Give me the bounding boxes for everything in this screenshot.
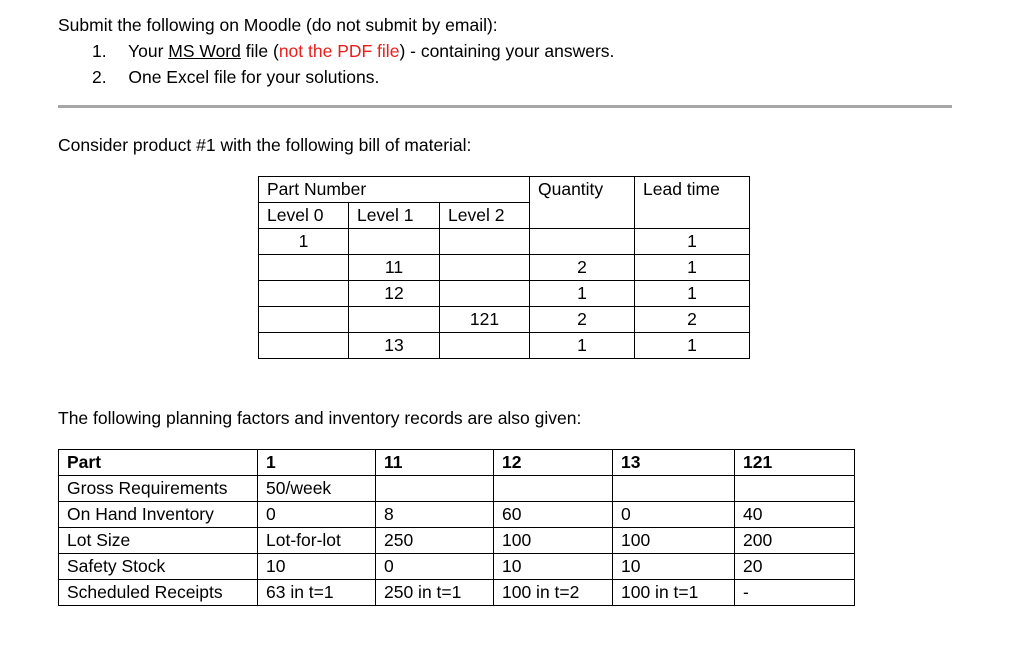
table-cell: 250 <box>376 528 494 554</box>
item-text: ) - containing your answers. <box>399 41 615 61</box>
table-cell: 0 <box>613 502 735 528</box>
row-label: On Hand Inventory <box>59 502 258 528</box>
quantity-cell: 2 <box>530 255 635 281</box>
table-cell: 0 <box>258 502 376 528</box>
bom-row <box>259 333 750 359</box>
item-text: One Excel file for your solutions. <box>128 67 380 87</box>
part-13-header: 13 <box>613 450 735 476</box>
item-number: 2. <box>92 67 107 87</box>
level2-cell <box>440 255 530 281</box>
item-number: 1. <box>92 41 107 61</box>
not-pdf-note: not the PDF file <box>278 41 400 61</box>
planning-intro: The following planning factors and inventory records are also given: <box>58 408 582 428</box>
level1-header: Level 1 <box>349 203 440 229</box>
table-cell: Lot-for-lot <box>258 528 376 554</box>
item-text: file ( <box>240 41 279 61</box>
safety-stock-row <box>59 554 855 580</box>
level2-cell <box>440 281 530 307</box>
part-11-header: 11 <box>376 450 494 476</box>
bom-table <box>258 176 750 359</box>
quantity-cell <box>530 229 635 255</box>
submission-item-1 <box>92 41 614 62</box>
gross-requirements-row <box>59 476 855 502</box>
quantity-cell: 1 <box>530 333 635 359</box>
level2-cell <box>440 229 530 255</box>
bom-row <box>259 281 750 307</box>
row-label: Gross Requirements <box>59 476 258 502</box>
table-cell: 100 <box>613 528 735 554</box>
table-cell: - <box>735 580 855 606</box>
lead-time-cell: 2 <box>635 307 750 333</box>
level1-cell: 12 <box>349 281 440 307</box>
level1-cell: 11 <box>349 255 440 281</box>
lead-time-cell: 1 <box>635 333 750 359</box>
lead-time-cell: 1 <box>635 229 750 255</box>
level0-header: Level 0 <box>259 203 349 229</box>
level1-cell <box>349 307 440 333</box>
table-cell: 200 <box>735 528 855 554</box>
quantity-header: Quantity <box>530 177 635 229</box>
level0-cell <box>259 307 349 333</box>
row-label: Scheduled Receipts <box>59 580 258 606</box>
quantity-cell: 2 <box>530 307 635 333</box>
bom-intro: Consider product #1 with the following bill of material: <box>58 135 472 155</box>
table-cell <box>735 476 855 502</box>
item-text: Your <box>128 41 169 61</box>
part-header: Part <box>59 450 258 476</box>
bom-row <box>259 255 750 281</box>
table-cell: 10 <box>258 554 376 580</box>
part-121-header: 121 <box>735 450 855 476</box>
level2-cell <box>440 333 530 359</box>
part-12-header: 12 <box>494 450 613 476</box>
lot-size-row <box>59 528 855 554</box>
table-cell: 10 <box>613 554 735 580</box>
lead-time-header: Lead time <box>635 177 750 229</box>
table-cell: 100 in t=1 <box>613 580 735 606</box>
level0-cell <box>259 255 349 281</box>
bom-row <box>259 307 750 333</box>
row-label: Lot Size <box>59 528 258 554</box>
quantity-cell: 1 <box>530 281 635 307</box>
submission-item-2 <box>92 67 379 88</box>
scheduled-receipts-row <box>59 580 855 606</box>
table-cell: 50/week <box>258 476 376 502</box>
level1-cell: 13 <box>349 333 440 359</box>
level0-cell: 1 <box>259 229 349 255</box>
table-cell: 100 <box>494 528 613 554</box>
bom-header-row <box>259 177 750 203</box>
level2-header: Level 2 <box>440 203 530 229</box>
level1-cell <box>349 229 440 255</box>
part-number-header: Part Number <box>259 177 530 203</box>
lead-time-cell: 1 <box>635 255 750 281</box>
table-cell: 250 in t=1 <box>376 580 494 606</box>
table-cell: 100 in t=2 <box>494 580 613 606</box>
table-cell: 60 <box>494 502 613 528</box>
bom-row <box>259 229 750 255</box>
table-cell <box>376 476 494 502</box>
table-cell <box>494 476 613 502</box>
table-cell: 0 <box>376 554 494 580</box>
submission-heading: Submit the following on Moodle (do not submit by email): <box>58 15 498 35</box>
horizontal-divider <box>58 105 952 108</box>
level0-cell <box>259 333 349 359</box>
lead-time-cell: 1 <box>635 281 750 307</box>
row-label: Safety Stock <box>59 554 258 580</box>
table-cell: 10 <box>494 554 613 580</box>
table-cell: 40 <box>735 502 855 528</box>
table-cell: 8 <box>376 502 494 528</box>
on-hand-inventory-row <box>59 502 855 528</box>
planning-header-row <box>59 450 855 476</box>
table-cell: 20 <box>735 554 855 580</box>
ms-word-text: MS Word <box>168 41 241 61</box>
level0-cell <box>259 281 349 307</box>
part-1-header: 1 <box>258 450 376 476</box>
planning-table <box>58 449 855 606</box>
level2-cell: 121 <box>440 307 530 333</box>
table-cell <box>613 476 735 502</box>
table-cell: 63 in t=1 <box>258 580 376 606</box>
